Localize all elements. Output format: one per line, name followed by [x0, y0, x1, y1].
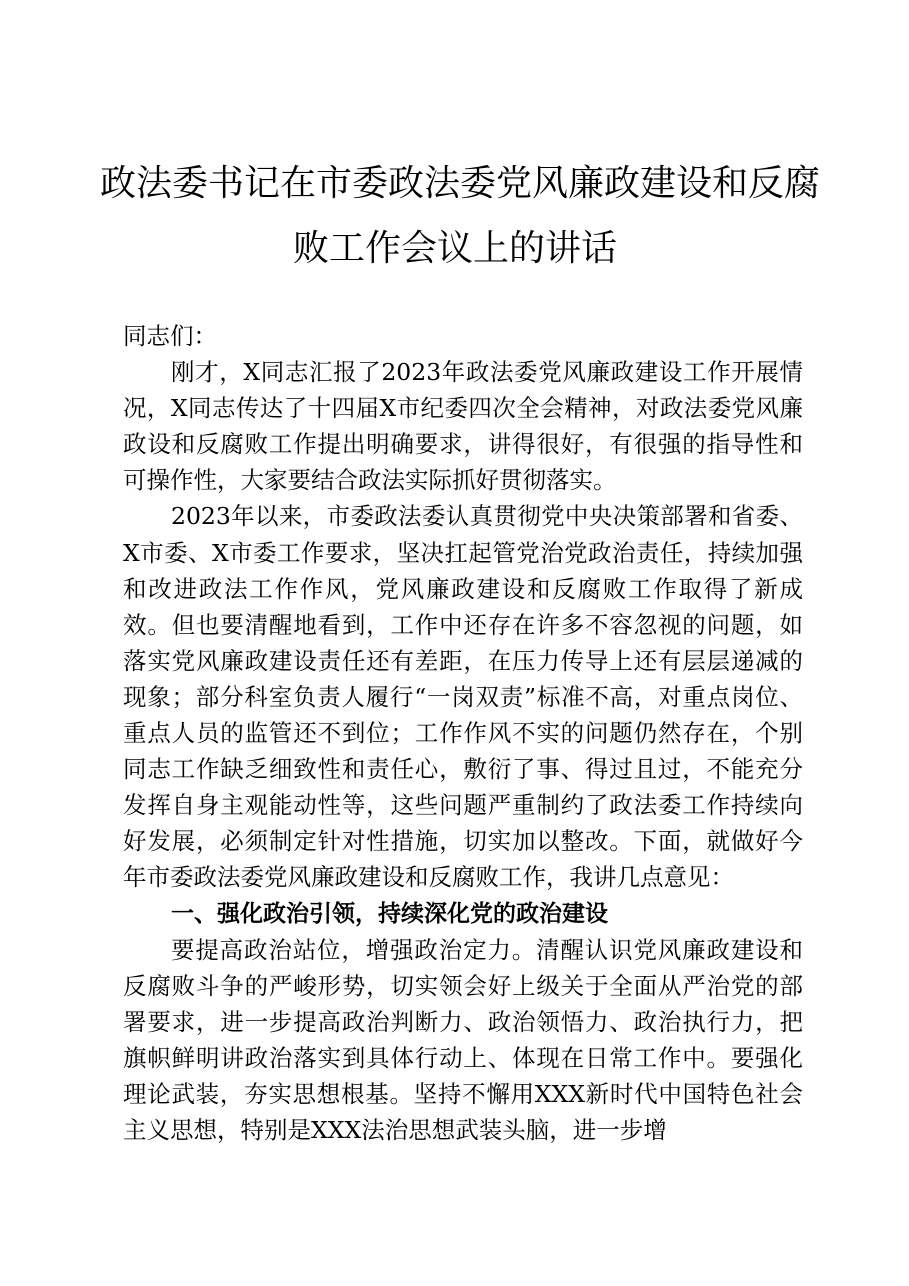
document-body — [123, 318, 803, 1148]
section-heading-1: 一、强化政治引领，持续深化党的政治建设 — [171, 900, 608, 927]
paragraph-1: 刚才，X同志汇报了2023年政法委党风廉政建设工作开展情况，X同志传达了十四届X市纪委四次全会精神，对政法委党风廉政设和反腐败工作提出明确要求，讲得很好，有很强的指导性和可操作性，大家要结合政法实际抓好贯彻落实。 — [123, 358, 803, 495]
section-1-paragraph: 要提高政治站位，增强政治定力。清醒认识党风廉政建设和反腐败斗争的严峻形势，切实领会好上级关于全面从严治党的部署要求，进一步提高政治判断力、政治领悟力、政治执行力，把旗帜鲜明讲政治落实到具体行动上、体现在日常工作中。要强化理论武装，夯实思想根基。坚持不懈用XXX新时代中国特色社会主义思想，特别是XXX法治思想武装头脑，进一步增 — [123, 935, 803, 1145]
salutation: 同志们： — [123, 322, 217, 350]
document-title-line-2: 败工作会议上的讲话 — [292, 228, 617, 269]
paragraph-2: 2023年以来，市委政法委认真贯彻党中央决策部署和省委、X市委、X市委工作要求，坚决扛起管党治党政治责任，持续加强和改进政法工作作风，党风廉政建设和反腐败工作取得了新成效。但也要清醒地看到，工作中还存在许多不容忽视的问题，如落实党风廉政建设责任还有差距，在压力传导上还有层层递减的现象；部分科室负责人履行“一岗双责”标准不高，对重点岗位、重点人员的监管还不到位；工作作风不实的问题仍然存在，个别同志工作缺乏细致性和责任心，敷衍了事、得过且过，不能充分发挥自身主观能动性等，这些问题严重制约了政法委工作持续向好发展，必须制定针对性措施，切实加以整改。下面，就做好今年市委政法委党风廉政建设和反腐败工作，我讲几点意见： — [123, 502, 803, 892]
document-title-line-1: 政法委书记在市委政法委党风廉政建设和反腐 — [100, 163, 821, 204]
